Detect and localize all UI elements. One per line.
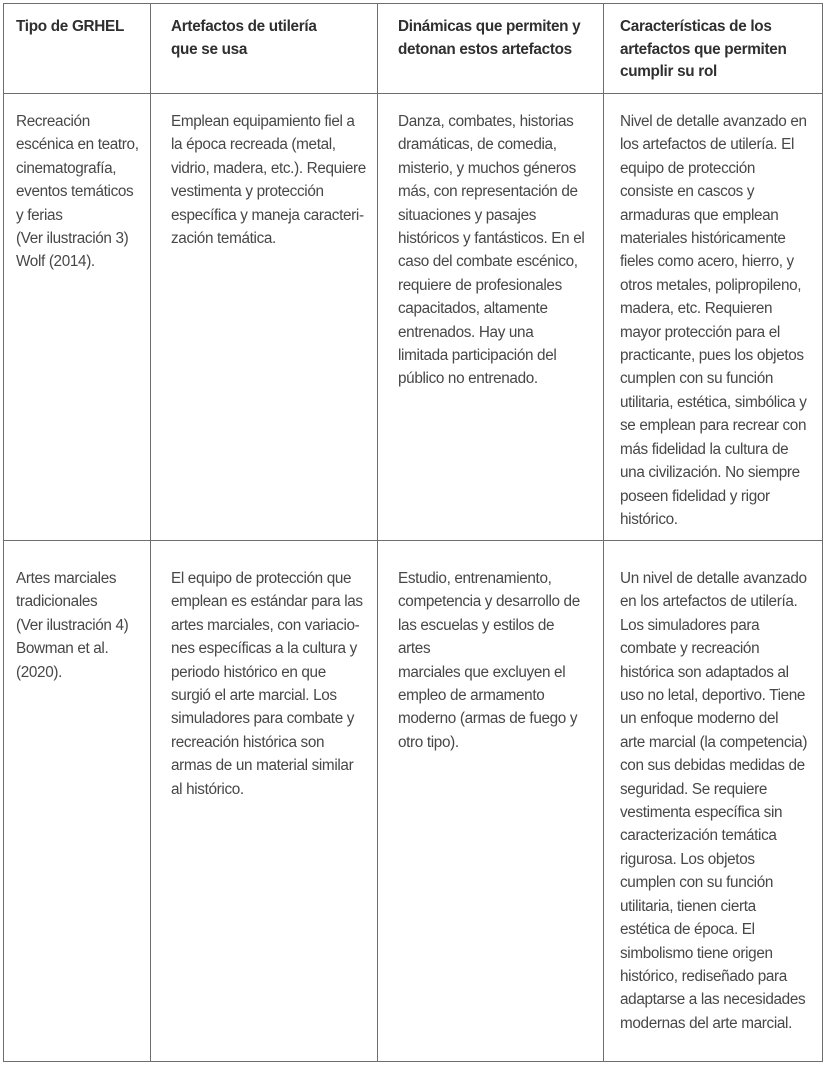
- table-cell-artefactos: Emplean equipamiento fiel a la época recreada (metal, vidrio, madera, etc.). Requiere vestimenta y protección específica y maneja caracteri- zación temática.: [171, 113, 366, 248]
- table-cell-tipo: Recreación escénica en teatro, cinematografía, eventos temáticos y ferias (Ver ilustración 3) Wolf (2014).: [16, 113, 139, 271]
- table-border-right: [822, 3, 823, 1061]
- header-tipo-grhel: Tipo de GRHEL: [16, 18, 124, 35]
- table-cell-dinamicas: Estudio, entrenamiento, competencia y desarrollo de las escuelas y estilos de artes marciales que excluyen el empleo de armamento moderno (armas de fuego y otro tipo).: [398, 570, 580, 751]
- column-divider: [377, 3, 378, 1061]
- header-caracteristicas: Características de los artefactos que permiten cumplir su rol: [620, 18, 787, 81]
- column-divider: [603, 3, 604, 1061]
- header-artefactos: Artefactos de utilería que se usa: [171, 18, 317, 58]
- table-cell-tipo: Artes marciales tradicionales (Ver ilustración 4) Bowman et al. (2020).: [16, 570, 129, 681]
- table-cell-caracteristicas: Nivel de detalle avanzado en los artefactos de utilería. El equipo de protección consiste en cascos y armaduras que emplean materiales históricamente fieles como acero, hierro, y otros metales, polipropileno, madera, etc. Requieren mayor protección para el practicante, pues los objetos cumplen con su función utilitaria, estética, simbólica y se emplean para recrear con más fidelidad la cultura de una civilización. No siempre poseen fidelidad y rigor histórico.: [620, 113, 807, 528]
- header-dinamicas: Dinámicas que permiten y detonan estos artefactos: [398, 18, 581, 58]
- table-cell-dinamicas: Danza, combates, historias dramáticas, de comedia, misterio, y muchos géneros más, con representación de situaciones y pasajes históricos y fantásticos. En el caso del combate escénico, requiere de profesionales capacitados, altamente entrenados. Hay una limitada participación del público no entrenado.: [398, 113, 585, 388]
- table-border-top: [3, 3, 823, 4]
- header-divider: [3, 93, 823, 94]
- row-divider: [3, 540, 823, 541]
- column-divider: [150, 3, 151, 1061]
- table-border-bottom: [3, 1061, 823, 1062]
- table-border-left: [3, 3, 4, 1061]
- table-cell-artefactos: El equipo de protección que emplean es estándar para las artes marciales, con variacio- nes específicas a la cultura y periodo histórico en que surgió el arte marcial. Los simuladores para combate y recreación histórica son armas de un material similar al histórico.: [171, 570, 363, 798]
- table-cell-caracteristicas: Un nivel de detalle avanzado en los artefactos de utilería. Los simuladores para combate y recreación histórica son adaptados al uso no letal, deportivo. Tiene un enfoque moderno del arte marcial (la competencia) con sus debidas medidas de seguridad. Se requiere vestimenta específica sin caracterización temática rigurosa. Los objetos cumplen con su función utilitaria, tienen cierta estética de época. El simbolismo tiene origen histórico, rediseñado para adaptarse a las necesidades modernas del arte marcial.: [620, 570, 808, 1032]
